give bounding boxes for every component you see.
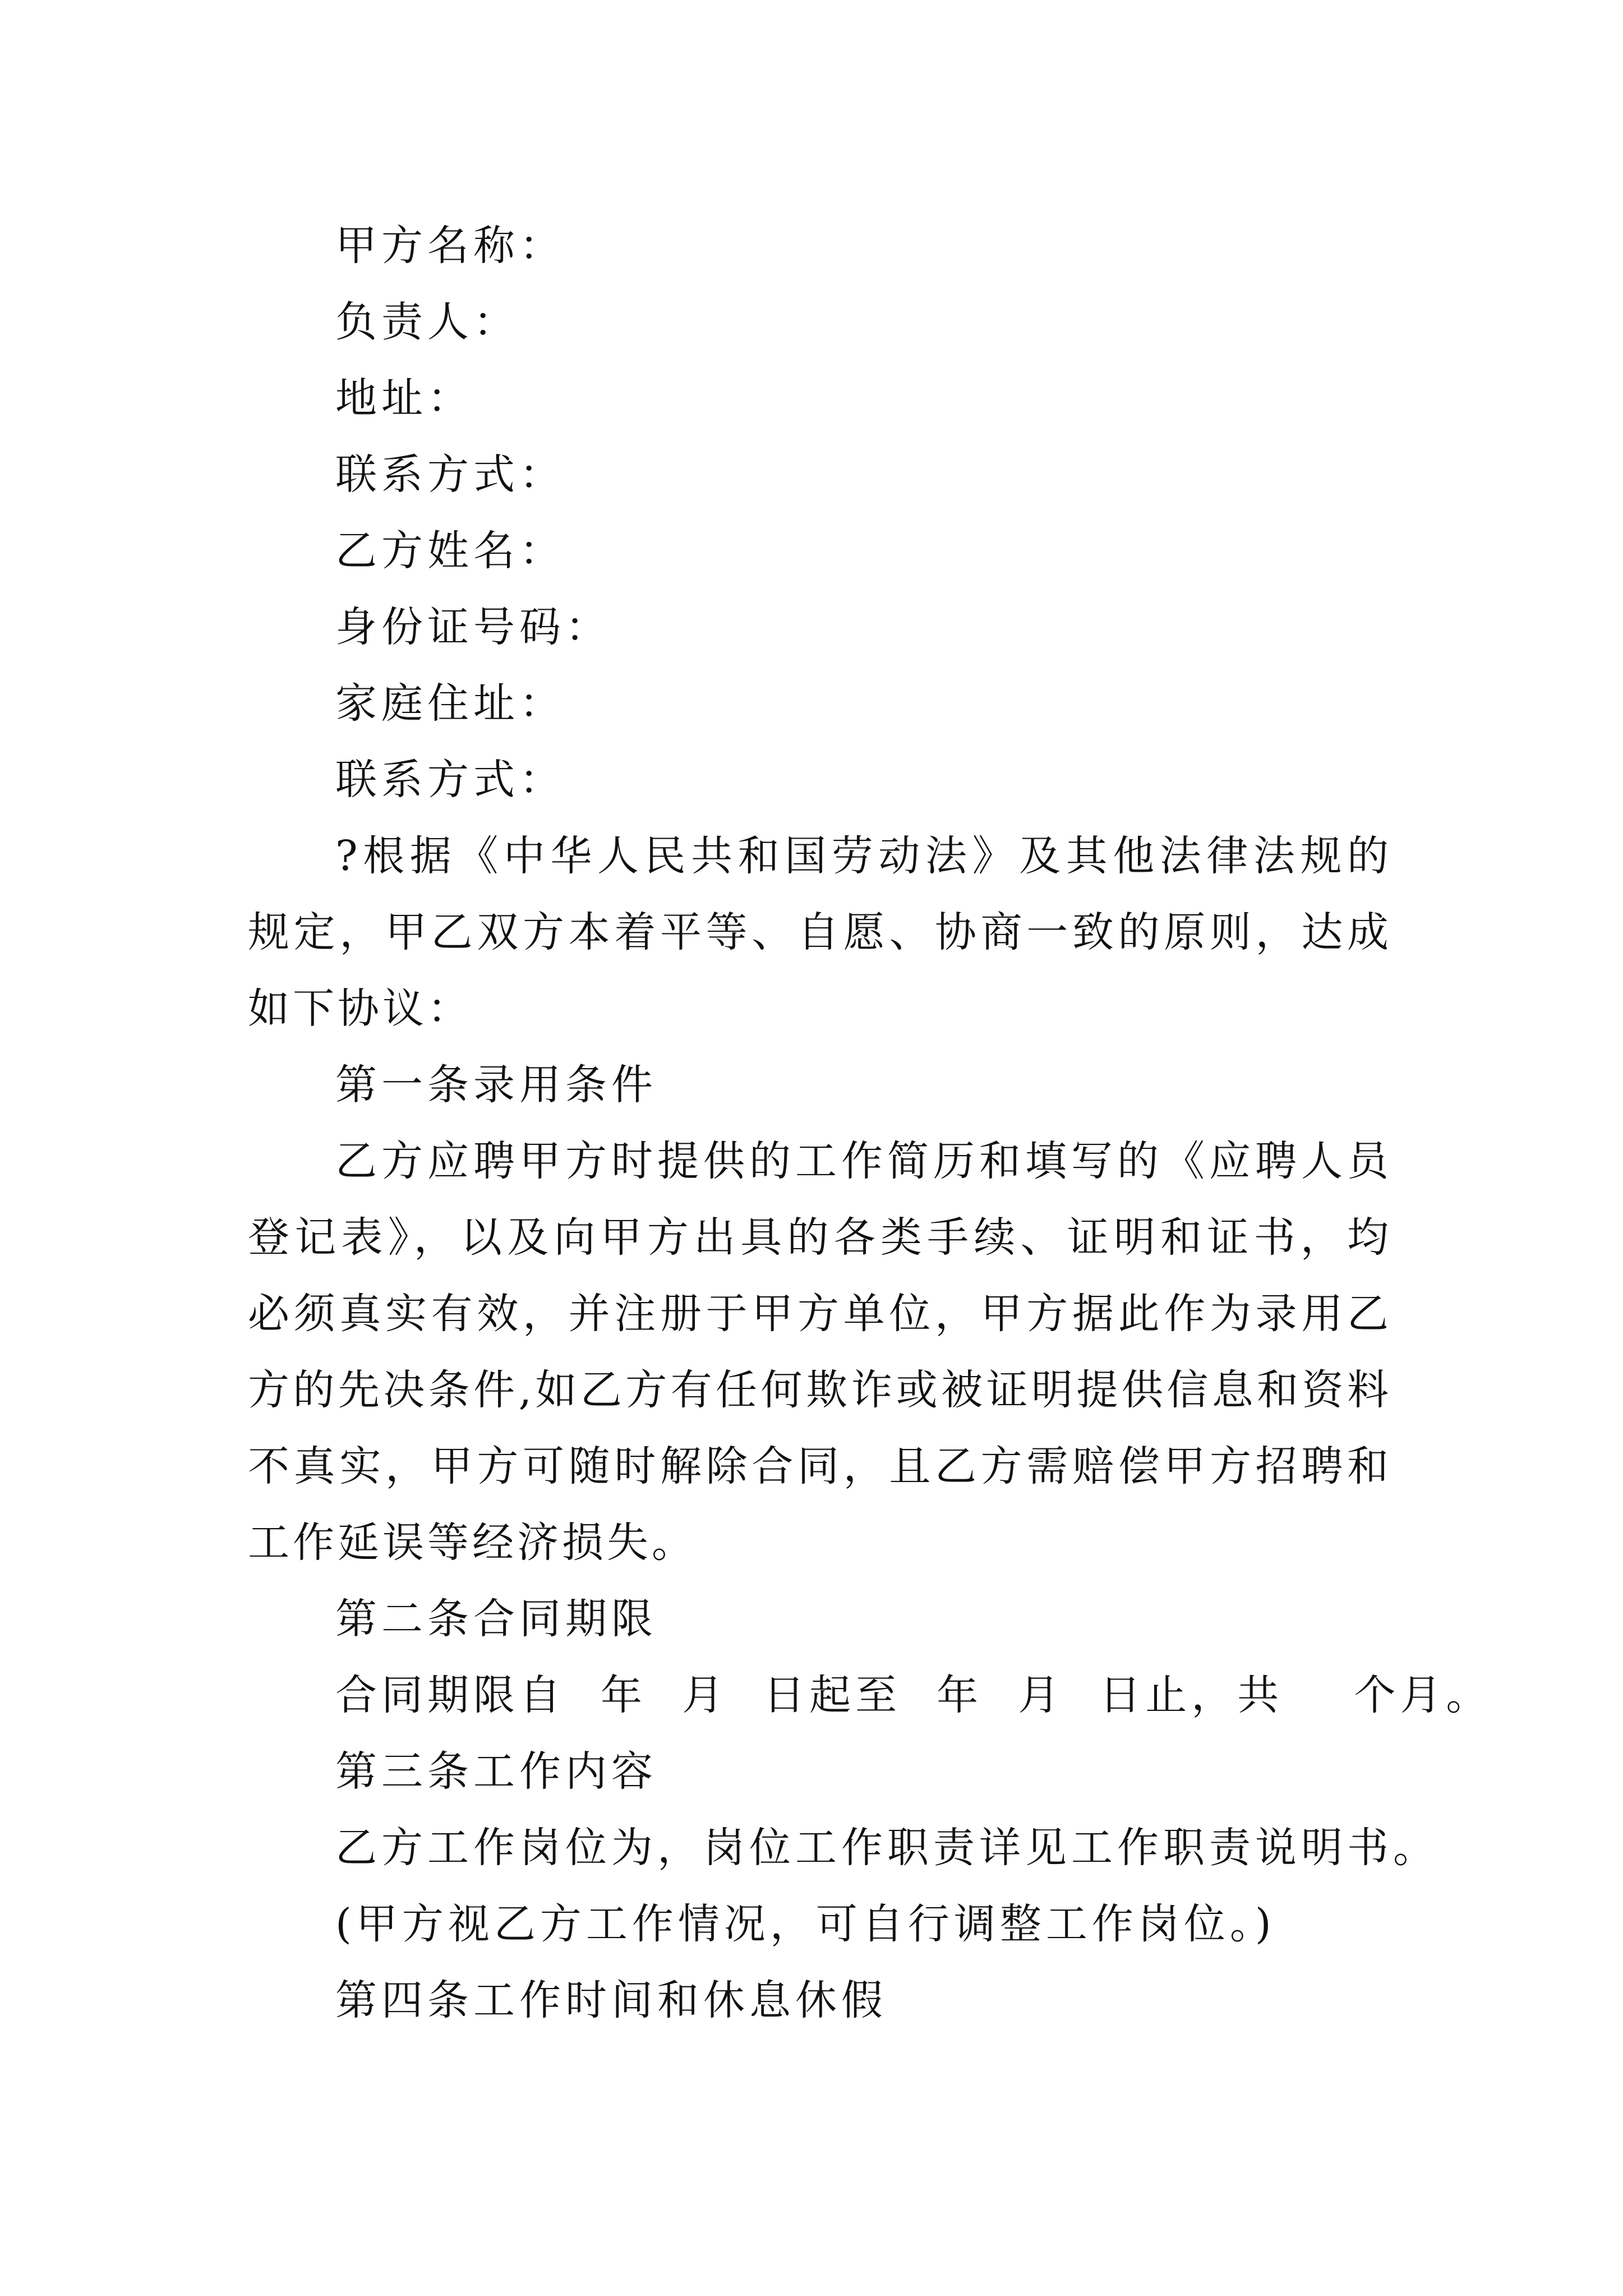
party-b-contact-label: 联系方式：: [335, 756, 565, 804]
party-a-contact-label: 联系方式：: [335, 450, 565, 499]
article-3-note: (甲方视乙方工作情况，可自行调整工作岗位。): [335, 1900, 1276, 1948]
address-label: 地址：: [335, 374, 473, 422]
responsible-person-label: 负责人：: [335, 298, 519, 346]
article-3-body: 乙方工作岗位为，岗位工作职责详见工作职责说明书。: [335, 1824, 1439, 1872]
article-2-body: 合同期限自 年 月 日起至 年 月 日止，共 个月。: [335, 1671, 1492, 1719]
article-2-title: 第二条合同期限: [335, 1595, 657, 1643]
home-address-label: 家庭住址：: [335, 679, 565, 728]
party-b-name-label: 乙方姓名：: [335, 527, 565, 575]
document-body: [248, 208, 1492, 2039]
article-3-title: 第三条工作内容: [335, 1747, 657, 1796]
intro-paragraph: ?根据《中华人民共和国劳动法》及其他法律法规的规定，甲乙双方本着平等、自愿、协商一致的原则，达成如下协议：: [248, 832, 1392, 1033]
article-4-title: 第四条工作时间和休息休假: [335, 1976, 887, 2024]
id-number-label: 身份证号码：: [335, 603, 611, 651]
article-1-body: 乙方应聘甲方时提供的工作简历和填写的《应聘人员登记表》，以及向甲方出具的各类手续、证明和证书，均必须真实有效，并注册于甲方单位，甲方据此作为录用乙方的先决条件,如乙方有任何欺诈或被证明提供信息和资料不真实，甲方可随时解除合同，且乙方需赔偿甲方招聘和工作延误等经济损失。: [248, 1137, 1392, 1567]
article-1-title: 第一条录用条件: [335, 1061, 657, 1109]
party-a-name-label: 甲方名称：: [335, 222, 565, 270]
